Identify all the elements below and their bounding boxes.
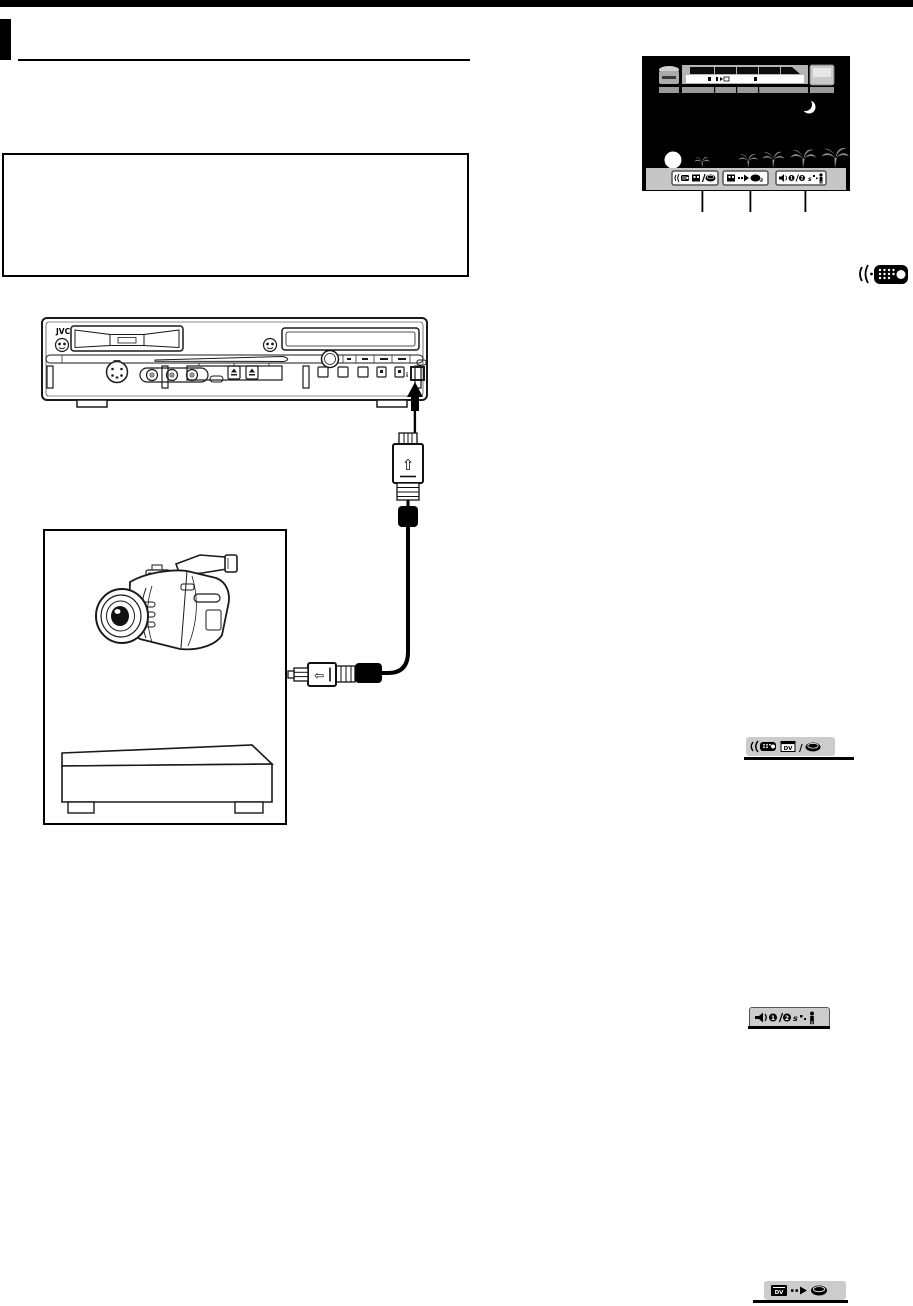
svg-text:s: s bbox=[808, 176, 812, 183]
slash-glyph: / bbox=[799, 743, 803, 754]
sun-icon bbox=[665, 152, 682, 169]
callout-line-1 bbox=[702, 191, 704, 212]
jog-dial bbox=[322, 351, 339, 368]
screen-button-remote-media bbox=[672, 171, 718, 185]
left-plug-arrow: ⇦ bbox=[313, 668, 325, 683]
audio-ch2-label: 2 bbox=[784, 1014, 790, 1022]
remote-dv-disc-icon bbox=[746, 737, 835, 756]
cable-lead bbox=[380, 527, 408, 673]
audio-ch1-label: 1 bbox=[770, 1014, 776, 1022]
audio-select-icon bbox=[749, 1007, 830, 1028]
chapter-tab-marker bbox=[0, 19, 11, 60]
dv-port-label: i bbox=[406, 372, 409, 379]
heading-rule-dv-to-disc bbox=[753, 1300, 848, 1303]
dv-plug-left bbox=[288, 663, 382, 686]
tv-screen-graphic bbox=[642, 56, 851, 212]
port-arrow bbox=[407, 382, 423, 433]
dv-cable-drawing bbox=[280, 380, 430, 692]
remote-control-icon bbox=[856, 260, 912, 288]
dv-logo-label-2: DV bbox=[774, 1290, 784, 1296]
screen-media-status-icon bbox=[659, 66, 679, 84]
note-box bbox=[2, 153, 469, 277]
page-top-rule bbox=[0, 0, 913, 7]
deck-drawing bbox=[55, 738, 280, 818]
screen-top-right-button bbox=[810, 65, 834, 85]
dv-to-disc-icon bbox=[764, 1281, 846, 1300]
s-video-jack bbox=[107, 361, 128, 383]
section-title-rule bbox=[18, 59, 470, 61]
camcorder-drawing bbox=[88, 542, 238, 670]
dv-logo-label: DV bbox=[783, 746, 793, 752]
heading-rule-audio bbox=[748, 1026, 830, 1029]
heading-rule-remote-dv bbox=[744, 757, 854, 760]
screen-button-audio-select bbox=[776, 171, 826, 185]
callout-line-3 bbox=[805, 191, 807, 212]
screen-second-row-strips bbox=[659, 87, 834, 93]
dv-plug-up bbox=[393, 433, 423, 527]
screen-audio-ch1: 1 bbox=[790, 175, 793, 181]
callout-line-2 bbox=[750, 191, 752, 212]
up-plug-arrow: ⇧ bbox=[401, 456, 415, 474]
audio-s-glyph: s bbox=[793, 1014, 798, 1023]
screen-progress-panel bbox=[682, 65, 808, 84]
vcr-brand-logo: JVC bbox=[56, 327, 71, 336]
screen-button-tape-to-disc bbox=[723, 171, 768, 185]
screen-audio-ch2: 2 bbox=[800, 175, 804, 181]
